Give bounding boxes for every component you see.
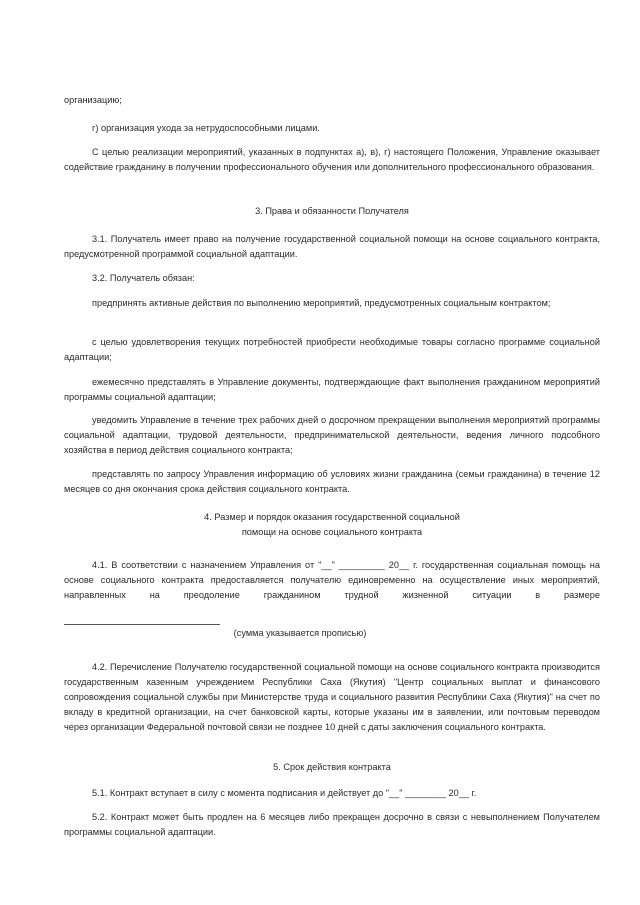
paragraph-care-item: г) организация ухода за нетрудоспособными лицами. — [92, 123, 320, 133]
amount-note: (сумма указывается прописью) — [233, 628, 367, 638]
paragraph-assistance: С целью реализации мероприятий, указанных в подпунктах а), в), г) настоящего Положения, Управление оказывает содействие гражданину в получении профессионального обучения или дополнительного профессионального образования. — [64, 147, 600, 172]
section-4-title-line-1: 4. Размер и порядок оказания государственной социальной — [204, 512, 460, 522]
paragraph-3-1: 3.1. Получатель имеет право на получение государственной социальной помощи на основе социального контракта, предусмотренной программой социальной адаптации. — [64, 234, 600, 259]
obligation-item-4: уведомить Управление в течение трех рабочих дней о досрочном прекращении выполнения мероприятий программы социальной адаптации, трудовой деятельности, предпринимательской деятельности, ведения личного подсобного хозяйства в период действия социального контракта; — [64, 415, 600, 455]
obligation-item-3: ежемесячно представлять в Управление документы, подтверждающие факт выполнения гражданином мероприятий программы социальной адаптации; — [64, 377, 600, 402]
paragraph-5-1: 5.1. Контракт вступает в силу с момента подписания и действует до "__" ________ 20__ г. — [92, 788, 477, 798]
paragraph-organization: организацию; — [64, 95, 122, 105]
obligation-item-1: предпринять активные действия по выполнению мероприятий, предусмотренных социальным контрактом; — [92, 298, 551, 308]
paragraph-4-1: 4.1. В соответствии с назначением Управления от "__" _________ 20__ г. государственная социальная помощь на основе социального контракта предоставляется получателю единовременно на осуществление иных мероприятий, направленных на преодоление гражданином трудной жизненной ситуации в размере — [64, 560, 600, 600]
section-3-title: 3. Права и обязанности Получателя — [255, 206, 409, 216]
section-4-title-line-2: помощи на основе социального контракта — [241, 527, 423, 537]
amount-blank-line — [64, 624, 220, 625]
obligation-item-2: с целью удовлетворения текущих потребностей приобрести необходимые товары согласно программе социальной адаптации; — [64, 337, 600, 362]
paragraph-3-2: 3.2. Получатель обязан: — [92, 273, 195, 283]
obligation-item-5: представлять по запросу Управления информацию об условиях жизни гражданина (семьи гражданина) в течение 12 месяцев со дня окончания срока действия социального контракта. — [64, 469, 600, 494]
section-5-title: 5. Срок действия контракта — [273, 762, 391, 772]
paragraph-5-2: 5.2. Контракт может быть продлен на 6 месяцев либо прекращен досрочно в связи с невыполнением Получателем программы социальной адаптации. — [64, 812, 600, 837]
paragraph-4-2: 4.2. Перечисление Получателю государственной социальной помощи на основе социального контракта производится государственным казенным учреждением Республики Саха (Якутия) "Центр социальных выплат и финансового сопровождения социальной службы при Министерстве труда и социального развития Республики Саха (Якутия)" на счет по вкладу в кредитной организации, на счет банковской карты, которые указаны им в заявлении, или почтовым переводом через организации Федеральной почтовой связи не позднее 10 дней с даты заключения социального контракта. — [64, 662, 600, 732]
